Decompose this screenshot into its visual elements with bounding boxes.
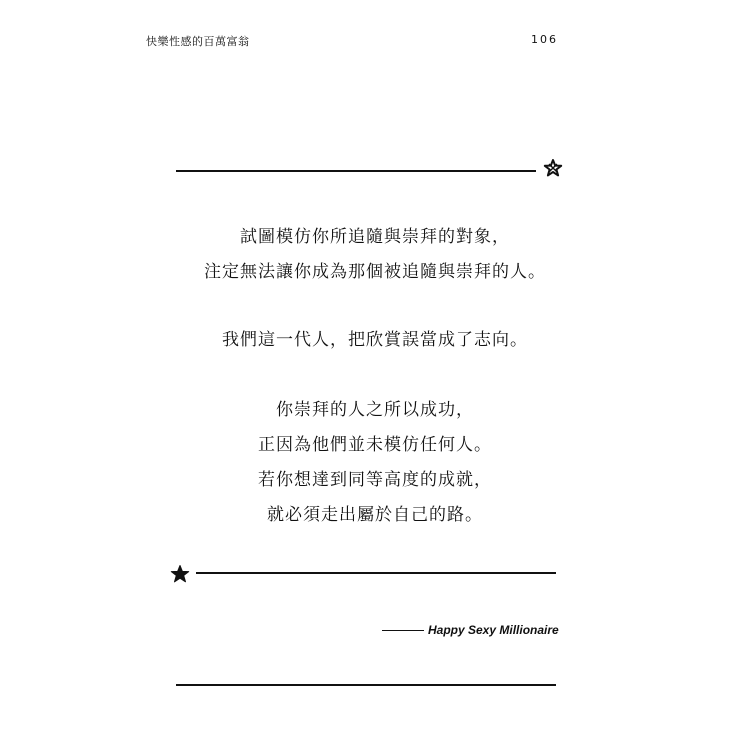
quote-block-2 — [0, 323, 750, 358]
quote-line: 試圖模仿你所追隨與崇拜的對象， — [240, 227, 510, 247]
attribution-dash — [382, 630, 424, 631]
running-header-title: 快樂性感的百萬富翁 — [146, 35, 250, 48]
quote-block-1 — [0, 220, 750, 290]
quote-line: 你崇拜的人之所以成功， — [276, 400, 474, 420]
top-divider-rule — [176, 170, 536, 172]
quote-line: 就必須走出屬於自己的路。 — [267, 505, 483, 525]
attribution — [382, 623, 559, 637]
star-outline-icon — [543, 158, 563, 178]
page-number: 106 — [531, 33, 558, 46]
attribution-source: Happy Sexy Millionaire — [428, 623, 559, 637]
bottom-divider-rule — [176, 684, 556, 686]
quote-line: 若你想達到同等高度的成就， — [258, 470, 492, 490]
quote-block-3 — [0, 393, 750, 533]
quote-line: 我們這一代人，把欣賞誤當成了志向。 — [222, 330, 528, 350]
quote-line: 正因為他們並未模仿任何人。 — [258, 435, 492, 455]
quote-line: 注定無法讓你成為那個被追隨與崇拜的人。 — [204, 262, 546, 282]
star-filled-icon — [170, 564, 190, 584]
middle-divider-rule — [196, 572, 556, 574]
